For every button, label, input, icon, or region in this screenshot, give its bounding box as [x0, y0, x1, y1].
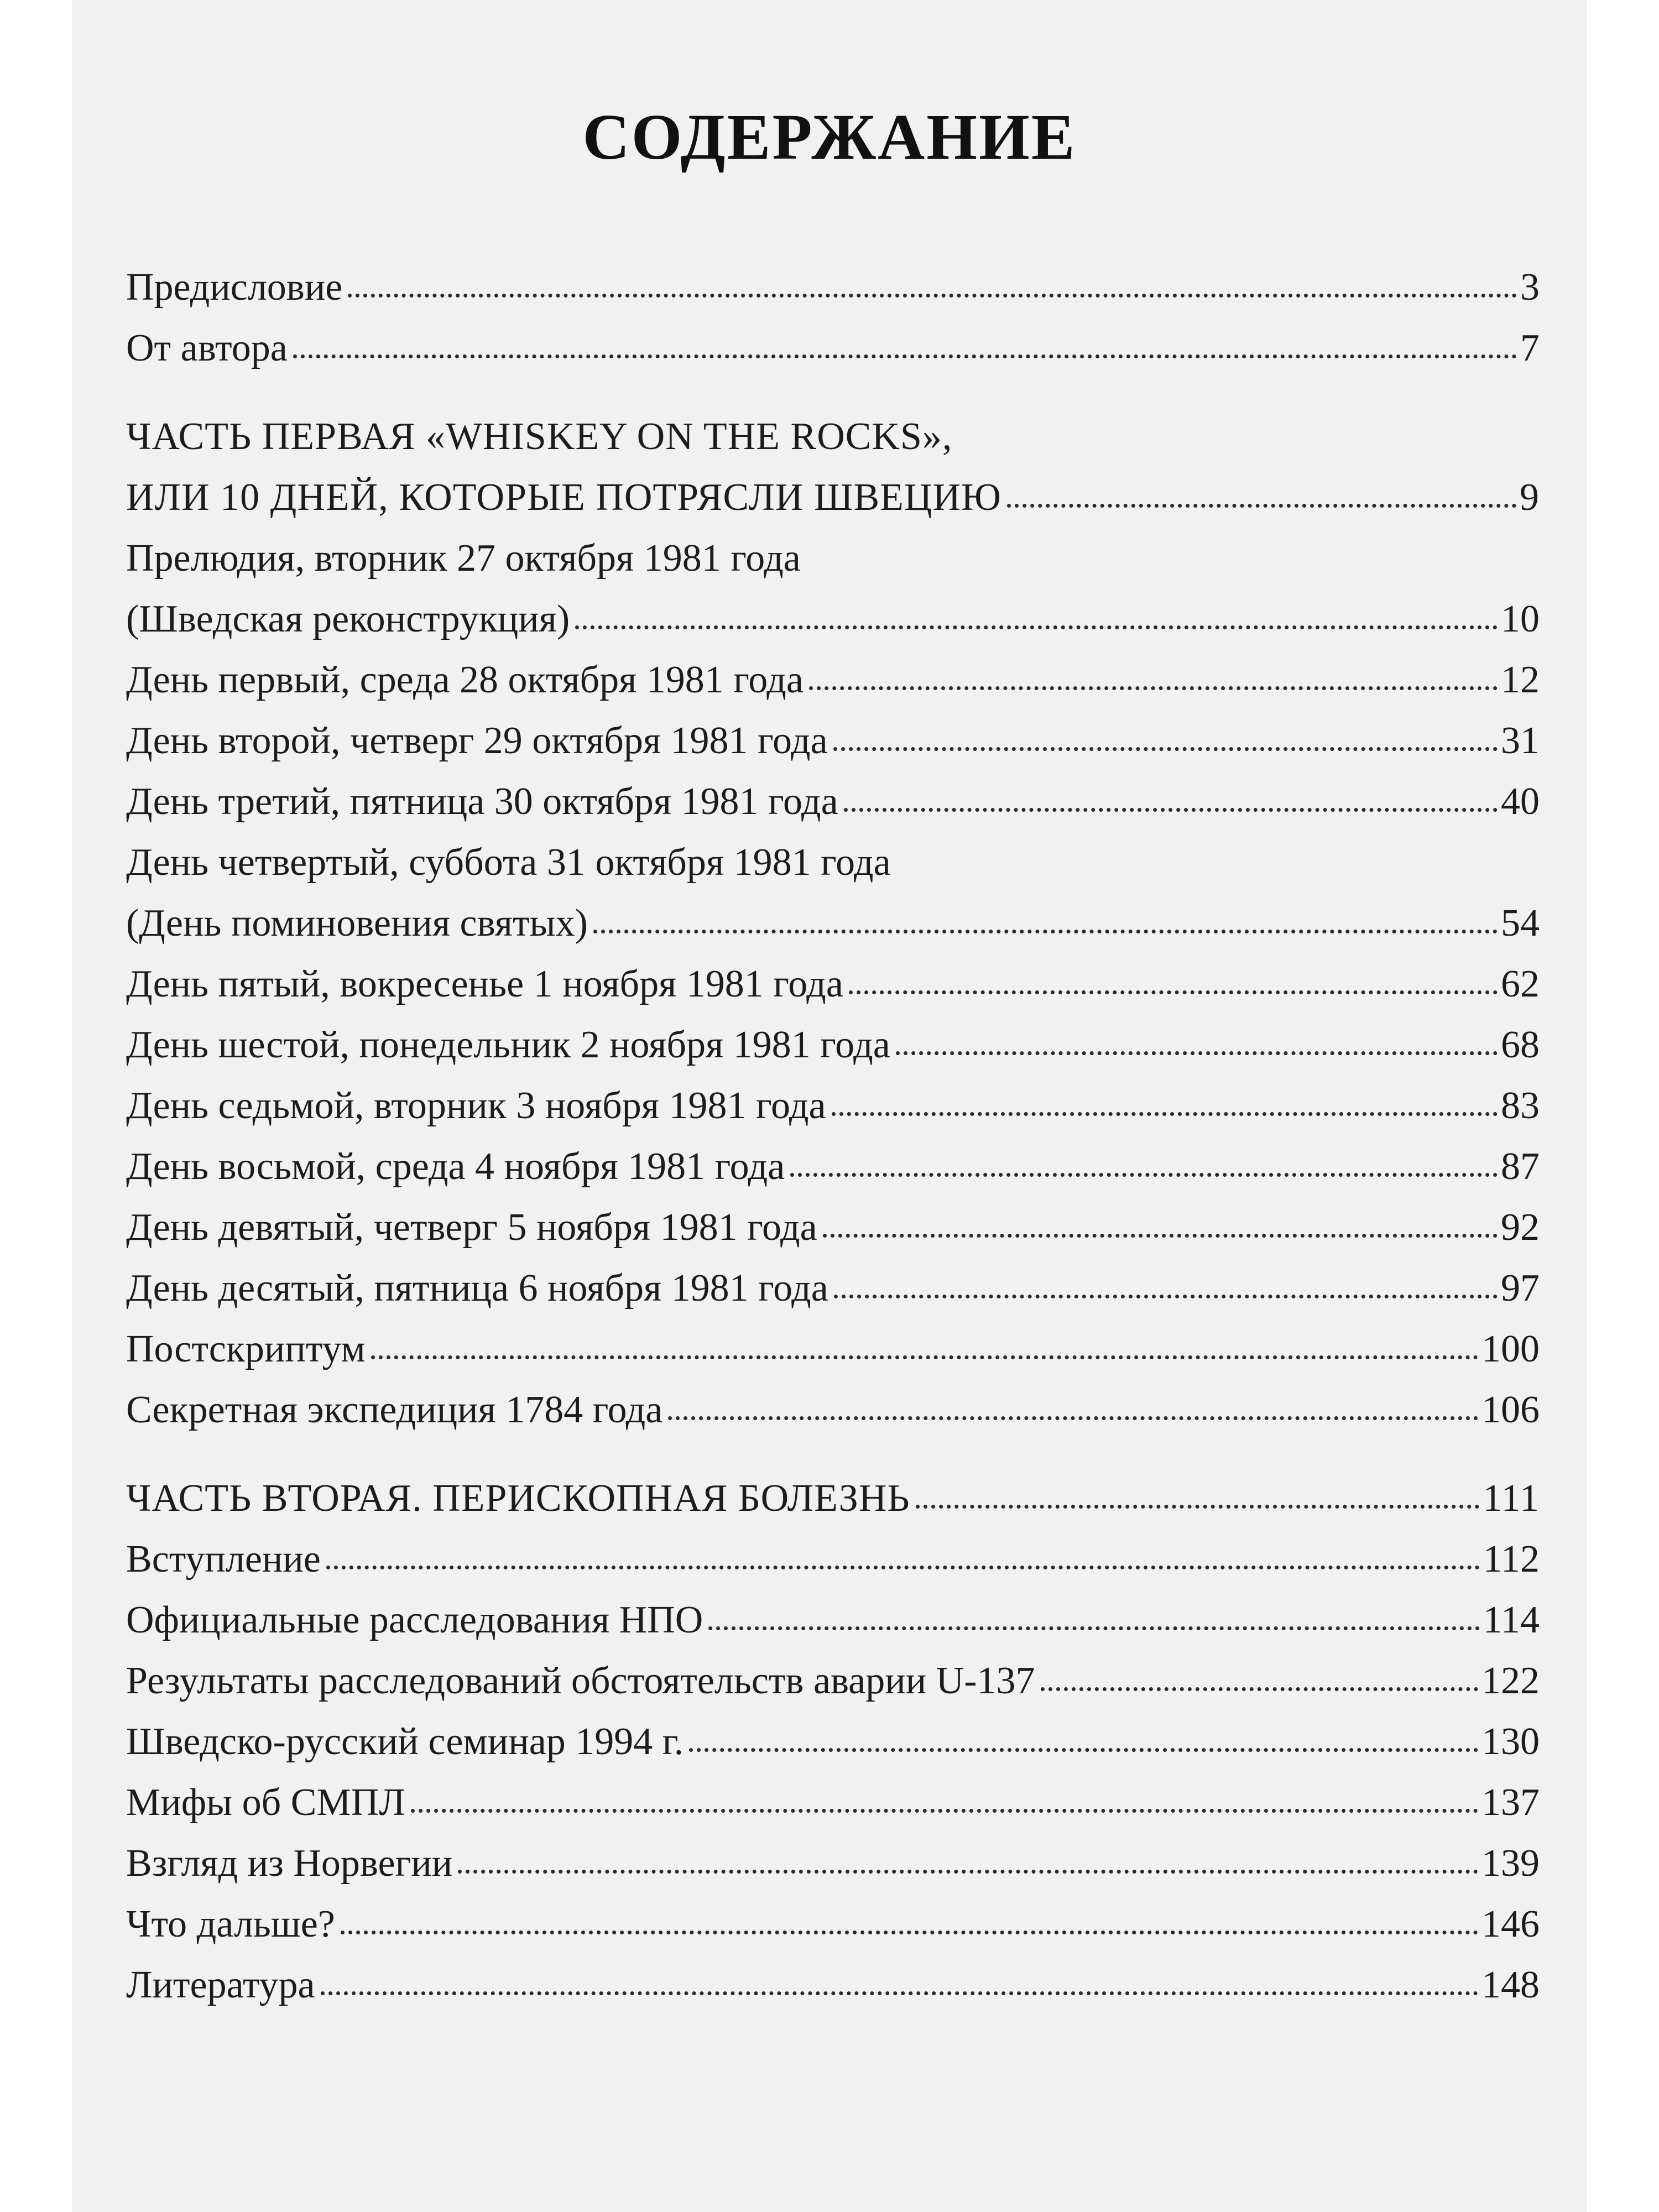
toc-entry-day-9	[126, 1203, 1540, 1253]
toc-entry-official-investigations	[126, 1595, 1540, 1645]
toc-page-number: 92	[1501, 1206, 1540, 1249]
toc-entry-norway-view	[126, 1839, 1540, 1888]
toc-entry-day-8	[126, 1142, 1540, 1192]
dot-leader	[341, 1931, 1478, 1934]
toc-entry-label: ЧАСТЬ ВТОРАЯ. ПЕРИСКОПНАЯ БОЛЕЗНЬ	[126, 1477, 910, 1520]
dot-leader	[293, 354, 1517, 358]
dot-leader	[809, 686, 1498, 690]
toc-entry-label: Результаты расследований обстоятельств аварии U-137	[126, 1660, 1035, 1702]
toc-entry-label: День первый, среда 28 октября 1981 года	[126, 659, 804, 701]
toc-entry-label: От автора	[126, 327, 288, 369]
dot-leader	[834, 1295, 1498, 1298]
toc-entry-label: День девятый, четверг 5 ноября 1981 года	[126, 1206, 817, 1249]
toc-entry-preface	[126, 263, 1540, 312]
toc-page-number: 10	[1501, 598, 1540, 640]
toc-entry-part-one	[126, 473, 1540, 523]
dot-leader	[916, 1505, 1480, 1509]
toc-page-number: 12	[1501, 659, 1540, 701]
dot-leader	[575, 625, 1498, 629]
dot-leader	[708, 1626, 1479, 1630]
toc-entry-label: Что дальше?	[126, 1903, 335, 1945]
toc-page-number: 106	[1481, 1389, 1540, 1431]
toc-entry-day-10	[126, 1264, 1540, 1313]
toc-part-one-first-line: ЧАСТЬ ПЕРВАЯ «WHISKEY ON THE ROCKS»,	[126, 415, 953, 458]
toc-page-number: 7	[1520, 327, 1540, 369]
toc-entry-label: Взгляд из Норвегии	[126, 1842, 453, 1885]
toc-entry-label: День третий, пятница 30 октября 1981 года	[126, 780, 838, 823]
dot-leader	[348, 294, 1517, 298]
dot-leader	[668, 1416, 1478, 1420]
toc-page-number: 111	[1483, 1477, 1540, 1520]
toc-entry-label: Литература	[126, 1964, 315, 2006]
toc-entry-label: День второй, четверг 29 октября 1981 года	[126, 719, 828, 762]
toc-page-number: 130	[1481, 1720, 1540, 1763]
toc-entry-label: День седьмой, вторник 3 ноября 1981 года	[126, 1084, 826, 1127]
toc-page-number: 148	[1481, 1964, 1540, 2006]
toc-page-number: 139	[1481, 1842, 1540, 1885]
toc-entry-label: Секретная экспедиция 1784 года	[126, 1389, 663, 1431]
toc-entry-label: День шестой, понедельник 2 ноября 1981 года	[126, 1024, 890, 1066]
toc-entry-label: Предисловие	[126, 266, 343, 309]
toc-entry-literature	[126, 1960, 1540, 2010]
toc-entry-day-3	[126, 777, 1540, 827]
toc-entry-label: Постскриптум	[126, 1328, 366, 1370]
toc-prelude-first-line: Прелюдия, вторник 27 октября 1981 года	[126, 537, 801, 580]
toc-page-number: 87	[1501, 1145, 1540, 1188]
toc-entry-what-next	[126, 1900, 1540, 1949]
toc-entry-day-7	[126, 1081, 1540, 1131]
toc-entry-investigation-results	[126, 1656, 1540, 1706]
toc-entry-day-6	[126, 1020, 1540, 1070]
toc-entry-label: (Шведская реконструкция)	[126, 598, 570, 640]
toc-entry-label: День пятый, вокресенье 1 ноября 1981 года	[126, 963, 843, 1005]
toc-page-number: 122	[1481, 1660, 1540, 1702]
toc-entry-secret-expedition	[126, 1385, 1540, 1435]
toc-entry-label: День восьмой, среда 4 ноября 1981 года	[126, 1145, 785, 1188]
toc-entry-introduction	[126, 1535, 1540, 1584]
toc-entry-day-1	[126, 655, 1540, 705]
dot-leader	[371, 1355, 1478, 1359]
toc-page-number: 3	[1520, 266, 1540, 309]
dot-leader	[833, 747, 1498, 751]
toc-page-number: 9	[1520, 476, 1540, 519]
toc-entry-label: День десятый, пятница 6 ноября 1981 года	[126, 1267, 828, 1310]
toc-page-number: 31	[1501, 719, 1540, 762]
dot-leader	[1007, 504, 1516, 508]
toc-entry-part-two	[126, 1474, 1540, 1524]
toc-page-number: 100	[1481, 1328, 1540, 1370]
toc-entry-label: (День поминовения святых)	[126, 902, 588, 945]
toc-day-4-first-line: День четвертый, суббота 31 октября 1981 года	[126, 841, 891, 884]
dot-leader	[790, 1173, 1498, 1177]
toc-entry-from-author	[126, 324, 1540, 373]
toc-page-number: 137	[1481, 1781, 1540, 1824]
dot-leader	[823, 1234, 1498, 1238]
toc-entry-myths	[126, 1778, 1540, 1828]
toc-page-number: 146	[1481, 1903, 1540, 1945]
toc-entry-day-5	[126, 959, 1540, 1009]
dot-leader	[844, 808, 1498, 812]
toc-entry-label: Вступление	[126, 1538, 321, 1580]
dot-leader	[326, 1566, 1480, 1569]
toc-entry-prelude	[126, 594, 1540, 644]
dot-leader	[832, 1112, 1498, 1116]
dot-leader	[1041, 1687, 1478, 1691]
dot-leader	[458, 1870, 1478, 1874]
dot-leader	[689, 1748, 1478, 1752]
toc-entry-postscript	[126, 1324, 1540, 1374]
dot-leader	[849, 990, 1498, 994]
toc-page-number: 97	[1501, 1267, 1540, 1310]
dot-leader	[411, 1809, 1478, 1813]
toc-page-number: 112	[1483, 1538, 1540, 1580]
dot-leader	[593, 930, 1498, 933]
toc-entry-label: Шведско-русский семинар 1994 г.	[126, 1720, 684, 1763]
toc-page-number: 83	[1501, 1084, 1540, 1127]
toc-page-number: 62	[1501, 963, 1540, 1005]
toc-entry-label: Официальные расследования НПО	[126, 1599, 703, 1641]
toc-entry-seminar-1994	[126, 1717, 1540, 1767]
toc-entry-label: Мифы об СМПЛ	[126, 1781, 405, 1824]
dot-leader	[896, 1051, 1498, 1055]
dot-leader	[321, 1991, 1478, 1995]
toc-entry-day-4	[126, 899, 1540, 948]
toc-page-number: 54	[1501, 902, 1540, 945]
toc-entry-day-2	[126, 716, 1540, 766]
toc-page-number: 40	[1501, 780, 1540, 823]
page-title: СОДЕРЖАНИЕ	[582, 101, 1077, 173]
toc-entry-label: ИЛИ 10 ДНЕЙ, КОТОРЫЕ ПОТРЯСЛИ ШВЕЦИЮ	[126, 476, 1001, 519]
toc-page-number: 68	[1501, 1024, 1540, 1066]
toc-page-number: 114	[1483, 1599, 1540, 1641]
